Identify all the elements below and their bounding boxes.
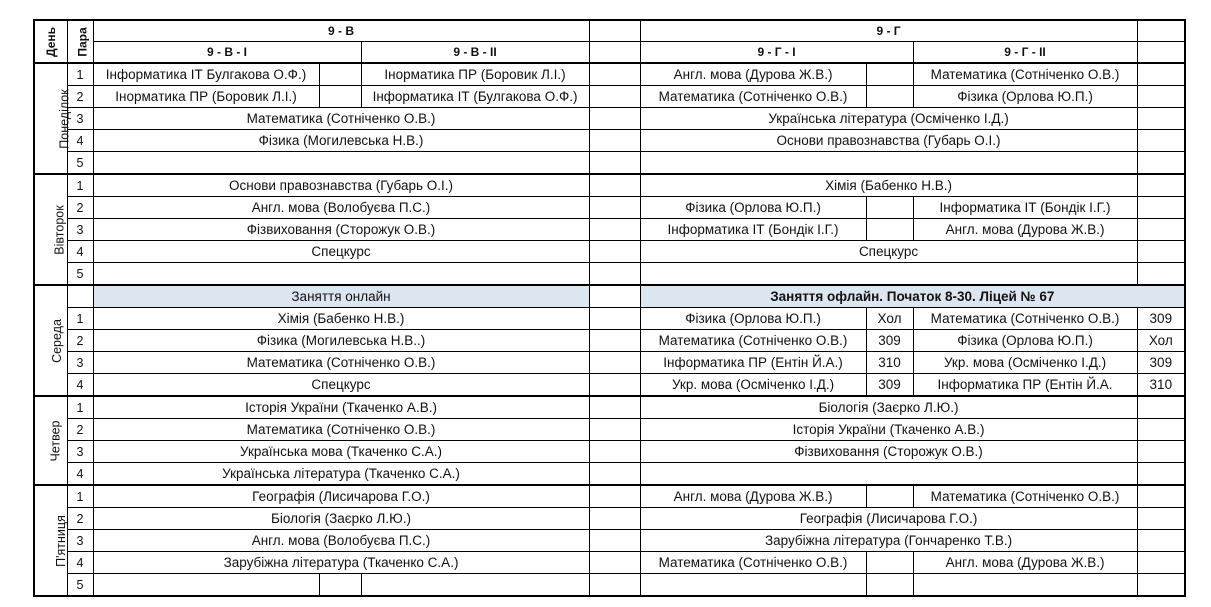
- room-cell: Хол: [1137, 330, 1185, 352]
- lesson-cell: Фізвиховання (Сторожук О.В.): [640, 441, 1137, 463]
- group-header-9g1: 9 - Г - I: [640, 42, 913, 64]
- empty-cell: [866, 552, 913, 574]
- lesson-number: 4: [67, 463, 93, 486]
- lesson-cell: Інформатика ПР (Ентін Й.А.: [913, 374, 1137, 397]
- empty-cell: [1137, 552, 1185, 574]
- day-label-tuesday: Вівторок: [34, 174, 67, 285]
- empty-cell: [1137, 219, 1185, 241]
- empty-cell: [589, 419, 640, 441]
- wednesday-note-9g: Заняття офлайн. Початок 8-30. Ліцей № 67: [640, 285, 1185, 308]
- lesson-cell: Історія України (Ткаченко А.В.): [640, 419, 1137, 441]
- lesson-number: 2: [67, 197, 93, 219]
- lesson-cell: Укр. мова (Осміченко І.Д.): [640, 374, 866, 397]
- room-cell: Хол: [866, 308, 913, 330]
- empty-cell: [589, 20, 640, 42]
- lesson-cell: Основи правознавства (Губарь О.І.): [640, 130, 1137, 152]
- empty-cell: [589, 330, 640, 352]
- group-header-9g2: 9 - Г - II: [913, 42, 1137, 64]
- lesson-number: 2: [67, 508, 93, 530]
- lesson-number: 1: [67, 174, 93, 197]
- empty-cell: [866, 197, 913, 219]
- lesson-cell: Зарубіжна література (Ткаченко С.А.): [93, 552, 589, 574]
- lesson-cell: Хімія (Бабенко Н.В.): [93, 308, 589, 330]
- para-header: Пара: [67, 20, 93, 63]
- empty-cell: [589, 42, 640, 64]
- empty-cell: [866, 86, 913, 108]
- empty-cell: [589, 441, 640, 463]
- lesson-cell: Англ. мова (Волобуєва П.С.): [93, 530, 589, 552]
- lesson-cell: Спецкурс: [93, 374, 589, 397]
- lesson-cell: Інформатика ІТ (Бондік І.Г.): [640, 219, 866, 241]
- lesson-cell: Математика (Сотніченко О.В.): [93, 419, 589, 441]
- empty-cell: [1137, 396, 1185, 419]
- lesson-cell: Математика (Сотніченко О.В.): [640, 330, 866, 352]
- lesson-number: 5: [67, 263, 93, 286]
- lesson-number: 2: [67, 86, 93, 108]
- lesson-cell: Інормaтика ПР (Боровик Л.І.): [93, 86, 319, 108]
- empty-cell: [1137, 485, 1185, 508]
- empty-cell: [589, 241, 640, 263]
- empty-cell: [866, 63, 913, 86]
- lesson-number: 4: [67, 374, 93, 397]
- lesson-cell: Біологія (Заєрко Л.Ю.): [640, 396, 1137, 419]
- lesson-cell: Англ. мова (Волобуєва П.С.): [93, 197, 589, 219]
- empty-cell: [589, 396, 640, 419]
- lesson-cell: Фізика (Орлова Ю.П.): [640, 197, 866, 219]
- lesson-cell: Інформатика ІТ (Бондік І.Г.): [913, 197, 1137, 219]
- empty-cell: [1137, 20, 1185, 42]
- empty-cell: [1137, 86, 1185, 108]
- group-header-9b2: 9 - В - II: [361, 42, 589, 64]
- empty-cell: [1137, 574, 1185, 597]
- lesson-cell: Фізика (Могилевська Н.В..): [93, 330, 589, 352]
- lesson-cell: Фізвиховання (Сторожук О.В.): [93, 219, 589, 241]
- lesson-number: 1: [67, 308, 93, 330]
- empty-cell: [319, 63, 361, 86]
- empty-cell: [640, 574, 866, 597]
- class-header-9b: 9 - В: [93, 20, 589, 42]
- empty-cell: [1137, 241, 1185, 263]
- lesson-cell: Інформатика ПР (Ентін Й.А.): [640, 352, 866, 374]
- empty-cell: [589, 308, 640, 330]
- lesson-cell: Математика (Сотніченко О.В.): [913, 485, 1137, 508]
- lesson-cell: Українська мова (Ткаченко С.А.): [93, 441, 589, 463]
- empty-cell: [589, 219, 640, 241]
- empty-cell: [589, 197, 640, 219]
- lesson-cell: Фізика (Орлова Ю.П.): [640, 308, 866, 330]
- empty-cell: [1137, 152, 1185, 175]
- room-cell: 309: [866, 330, 913, 352]
- lesson-number: 3: [67, 441, 93, 463]
- empty-cell: [589, 463, 640, 486]
- empty-cell: [589, 263, 640, 286]
- lesson-cell: Фізика (Могилевська Н.В.): [93, 130, 589, 152]
- empty-cell: [1137, 108, 1185, 130]
- lesson-cell: Хімія (Бабенко Н.В.): [640, 174, 1137, 197]
- empty-cell: [866, 219, 913, 241]
- lesson-cell: Математика (Сотніченко О.В.): [640, 86, 866, 108]
- lesson-cell: Біологія (Заєрко Л.Ю.): [93, 508, 589, 530]
- lesson-number: 3: [67, 530, 93, 552]
- empty-cell: [1137, 508, 1185, 530]
- lesson-cell: Англ. мова (Дурова Ж.В.): [640, 485, 866, 508]
- empty-cell: [589, 352, 640, 374]
- lesson-cell: Українська література (Ткаченко С.А.): [93, 463, 589, 486]
- empty-cell: [913, 574, 1137, 597]
- lesson-number: 4: [67, 552, 93, 574]
- empty-cell: [589, 574, 640, 597]
- lesson-cell: Українська література (Осміченко І.Д.): [640, 108, 1137, 130]
- lesson-cell: Інформатика ІТ Булгакова О.Ф.): [93, 63, 319, 86]
- group-header-9b1: 9 - В - I: [93, 42, 361, 64]
- empty-cell: [589, 285, 640, 308]
- empty-cell: [589, 130, 640, 152]
- empty-cell: [319, 574, 361, 597]
- day-header: День: [34, 20, 67, 63]
- room-cell: 309: [1137, 308, 1185, 330]
- lesson-number: 4: [67, 241, 93, 263]
- empty-cell: [67, 285, 93, 308]
- empty-cell: [1137, 130, 1185, 152]
- empty-cell: [93, 263, 589, 286]
- empty-cell: [1137, 441, 1185, 463]
- lesson-number: 5: [67, 152, 93, 175]
- empty-cell: [1137, 174, 1185, 197]
- empty-cell: [1137, 419, 1185, 441]
- lesson-cell: Інформатика ІТ (Булгакова О.Ф.): [361, 86, 589, 108]
- lesson-cell: Інорматика ПР (Боровик Л.І.): [361, 63, 589, 86]
- lesson-number: 3: [67, 108, 93, 130]
- lesson-cell: Основи правознавства (Губарь О.І.): [93, 174, 589, 197]
- empty-cell: [589, 552, 640, 574]
- class-header-9g: 9 - Г: [640, 20, 1137, 42]
- lesson-cell: Математика (Сотніченко О.В.): [913, 308, 1137, 330]
- lesson-cell: Англ. мова (Дурова Ж.В.): [913, 219, 1137, 241]
- lesson-cell: Математика (Сотніченко О.В.): [640, 552, 866, 574]
- schedule-table: [33, 19, 1186, 597]
- lesson-cell: Спецкурс: [93, 241, 589, 263]
- lesson-cell: Англ. мова (Дурова Ж.В.): [640, 63, 866, 86]
- empty-cell: [866, 574, 913, 597]
- room-cell: 309: [1137, 352, 1185, 374]
- empty-cell: [640, 263, 1137, 286]
- lesson-cell: Історія України (Ткаченко А.В.): [93, 396, 589, 419]
- empty-cell: [1137, 263, 1185, 286]
- empty-cell: [589, 374, 640, 397]
- lesson-cell: Математика (Сотніченко О.В.): [913, 63, 1137, 86]
- empty-cell: [589, 63, 640, 86]
- empty-cell: [866, 485, 913, 508]
- lesson-cell: Математика (Сотніченко О.В.): [93, 352, 589, 374]
- empty-cell: [589, 174, 640, 197]
- lesson-cell: Англ. мова (Дурова Ж.В.): [913, 552, 1137, 574]
- lesson-cell: Географія (Лисичарова Г.О.): [640, 508, 1137, 530]
- empty-cell: [1137, 463, 1185, 486]
- lesson-cell: Фізика (Орлова Ю.П.): [913, 330, 1137, 352]
- empty-cell: [93, 152, 589, 175]
- room-cell: 310: [1137, 374, 1185, 397]
- empty-cell: [1137, 530, 1185, 552]
- empty-cell: [361, 574, 589, 597]
- empty-cell: [589, 530, 640, 552]
- lesson-number: 2: [67, 330, 93, 352]
- day-label-monday: Понеділок: [34, 63, 67, 174]
- lesson-cell: Фізика (Орлова Ю.П.): [913, 86, 1137, 108]
- empty-cell: [589, 152, 640, 175]
- room-cell: 310: [866, 352, 913, 374]
- day-label-wednesday: Середа: [34, 285, 67, 396]
- empty-cell: [319, 86, 361, 108]
- empty-cell: [1137, 63, 1185, 86]
- day-label-thursday: Четвер: [34, 396, 67, 485]
- empty-cell: [589, 485, 640, 508]
- lesson-number: 2: [67, 419, 93, 441]
- lesson-number: 3: [67, 352, 93, 374]
- empty-cell: [589, 508, 640, 530]
- lesson-cell: Зарубіжна література (Гончаренко Т.В.): [640, 530, 1137, 552]
- wednesday-note-9b: Заняття онлайн: [93, 285, 589, 308]
- lesson-cell: Спецкурс: [640, 241, 1137, 263]
- lesson-cell: Укр. мова (Осміченко І.Д.): [913, 352, 1137, 374]
- lesson-number: 1: [67, 396, 93, 419]
- empty-cell: [93, 574, 319, 597]
- empty-cell: [1137, 197, 1185, 219]
- empty-cell: [1137, 42, 1185, 64]
- lesson-number: 4: [67, 130, 93, 152]
- room-cell: 309: [866, 374, 913, 397]
- empty-cell: [589, 86, 640, 108]
- empty-cell: [640, 152, 1137, 175]
- lesson-number: 1: [67, 485, 93, 508]
- lesson-cell: Математика (Сотніченко О.В.): [93, 108, 589, 130]
- empty-cell: [589, 108, 640, 130]
- lesson-number: 3: [67, 219, 93, 241]
- day-label-friday: П'ятниця: [34, 485, 67, 596]
- lesson-number: 5: [67, 574, 93, 597]
- lesson-number: 1: [67, 63, 93, 86]
- lesson-cell: Географія (Лисичарова Г.О.): [93, 485, 589, 508]
- empty-cell: [640, 463, 1137, 486]
